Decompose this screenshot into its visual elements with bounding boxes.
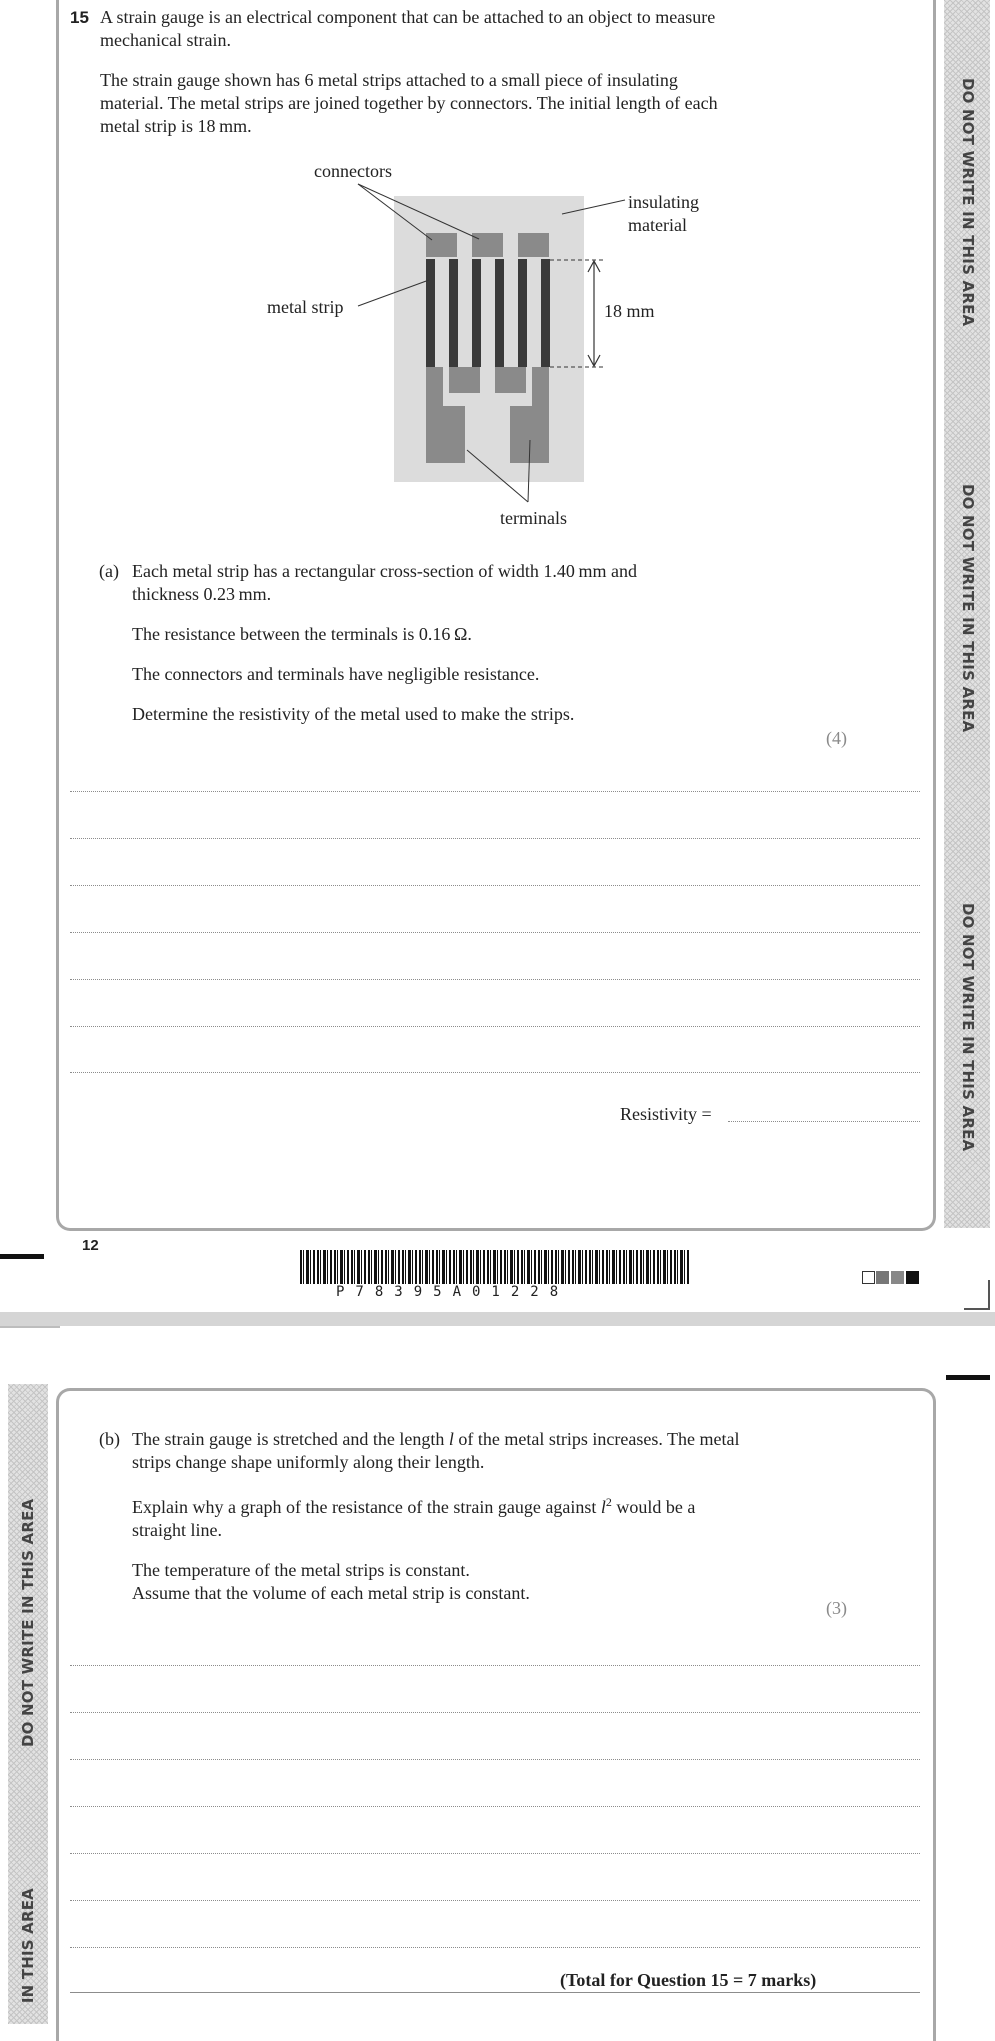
answer-line[interactable]: [70, 1806, 920, 1807]
strain-gauge-diagram: [0, 0, 995, 540]
part-b-text: [132, 1428, 902, 1605]
resistivity-label: Resistivity =: [620, 1104, 712, 1124]
part-b-marks: (3): [826, 1598, 847, 1618]
barcode-text: P78395A01228: [336, 1284, 570, 1300]
text-line: thickness 0.23 mm.: [132, 584, 272, 604]
text-line: Each metal strip has a rectangular cross-section of width 1.40 mm and: [132, 561, 637, 581]
text-line: straight line.: [132, 1520, 222, 1540]
text-run: The strain gauge is stretched and the length: [132, 1429, 449, 1449]
corner-mark: [988, 1280, 990, 1310]
answer-line[interactable]: [70, 1712, 920, 1713]
question-number: 15: [70, 8, 89, 27]
variable-l: l: [600, 1497, 606, 1517]
text-line: material: [628, 215, 687, 235]
part-a-text: [132, 560, 892, 726]
text-line: insulating: [628, 192, 699, 212]
resistivity-answer-line[interactable]: [728, 1121, 920, 1122]
label-metal-strip: metal strip: [267, 297, 344, 317]
do-not-write-label: DO NOT WRITE IN THIS AREA: [959, 484, 977, 733]
metal-strip: [449, 259, 458, 367]
total-rule: [70, 1992, 920, 1993]
answer-line[interactable]: [70, 979, 920, 980]
part-a-label: (a): [99, 561, 119, 581]
answer-line[interactable]: [70, 1072, 920, 1073]
metal-strip: [495, 259, 504, 367]
part-b-label: (b): [99, 1429, 120, 1449]
top-right-rule: [946, 1375, 990, 1380]
page-2: [0, 1328, 995, 2016]
text-run: Explain why a graph of the resistance of the strain gauge against: [132, 1497, 601, 1517]
answer-line[interactable]: [70, 1853, 920, 1854]
answer-line[interactable]: [70, 885, 920, 886]
connector: [426, 233, 457, 257]
text-run: would be a: [611, 1497, 696, 1517]
answer-line[interactable]: [70, 838, 920, 839]
connector: [449, 367, 480, 393]
connector: [495, 367, 526, 393]
footer-rule: [0, 1254, 44, 1259]
label-length: 18 mm: [604, 301, 655, 321]
answer-line[interactable]: [70, 1759, 920, 1760]
terminal-lead: [532, 367, 549, 407]
terminal: [426, 406, 465, 463]
text-line: Assume that the volume of each metal strip is constant.: [132, 1583, 530, 1603]
do-not-write-label: DO NOT WRITE IN THIS AREA: [959, 903, 977, 1152]
text-line: Determine the resistivity of the metal used to make the strips.: [132, 704, 575, 724]
superscript: 2: [605, 1495, 612, 1509]
text-line: material. The metal strips are joined together by connectors. The initial length of each: [100, 93, 718, 113]
label-connectors: connectors: [314, 161, 392, 181]
metal-strip: [472, 259, 481, 367]
page-divider: [0, 1312, 995, 1326]
answer-line[interactable]: [70, 1026, 920, 1027]
text-line: mechanical strain.: [100, 30, 231, 50]
variable-l: l: [448, 1429, 454, 1449]
answer-line[interactable]: [70, 932, 920, 933]
text-line: The resistance between the terminals is 0.16 Ω.: [132, 624, 472, 644]
metal-strip: [541, 259, 550, 367]
answer-line[interactable]: [70, 791, 920, 792]
page-number: 12: [82, 1237, 99, 1254]
page-marker: [862, 1271, 918, 1284]
terminal-lead: [426, 367, 443, 407]
text-line: The temperature of the metal strips is constant.: [132, 1560, 470, 1580]
question-total: (Total for Question 15 = 7 marks): [560, 1970, 817, 1990]
do-not-write-label: DO NOT WRITE IN THIS AREA: [959, 78, 977, 327]
connector: [472, 233, 503, 257]
connector: [518, 233, 549, 257]
metal-strip: [426, 259, 435, 367]
text-line: metal strip is 18 mm.: [100, 116, 252, 136]
label-insulating-material: [628, 191, 699, 237]
text-line: The strain gauge shown has 6 metal strips attached to a small piece of insulating: [100, 70, 678, 90]
part-a-marks: (4): [826, 728, 847, 748]
corner-mark: [964, 1308, 990, 1310]
text-line: [132, 1428, 902, 1451]
barcode: [300, 1250, 690, 1284]
text-line: strips change shape uniformly along their length.: [132, 1452, 485, 1472]
answer-line[interactable]: [70, 1947, 920, 1948]
label-terminals: terminals: [500, 508, 567, 528]
text-run: of the metal strips increases. The metal: [453, 1429, 740, 1449]
text-line: [132, 1491, 902, 1519]
text-line: The connectors and terminals have negligible resistance.: [132, 664, 540, 684]
do-not-write-label: DO NOT WRITE IN THIS AREA: [19, 1498, 37, 1747]
answer-line[interactable]: [70, 1900, 920, 1901]
answer-line[interactable]: [70, 1665, 920, 1666]
metal-strip: [518, 259, 527, 367]
do-not-write-label: IN THIS AREA: [19, 1888, 37, 2004]
text-line: A strain gauge is an electrical component that can be attached to an object to measure: [100, 7, 716, 27]
